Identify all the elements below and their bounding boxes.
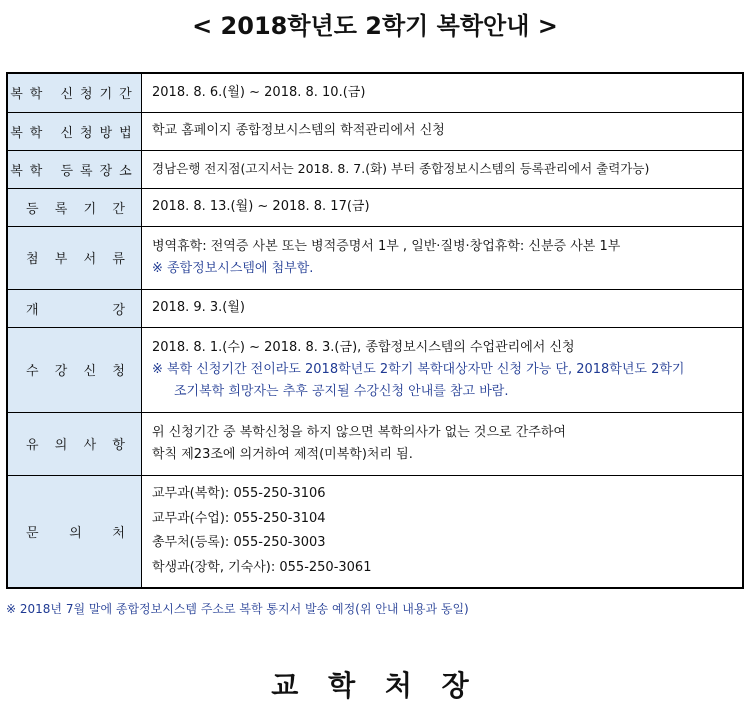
contact-item: 학생과(장학, 기숙사): 055-250-3061 (152, 559, 372, 575)
notice-table (6, 72, 744, 589)
label-registration-period: 등 록 기 간 (7, 188, 142, 226)
documents-note: ※ 종합정보시스템에 첨부함. (152, 260, 314, 276)
label-documents: 첨 부 서 류 (7, 226, 142, 289)
row-cautions (7, 412, 743, 475)
label-payment-place: 복학 등록장소 (7, 150, 142, 188)
label-apply-method: 복학 신청방법 (7, 112, 142, 150)
value-cautions (142, 412, 744, 475)
row-payment-place (7, 150, 743, 188)
course-registration-note-cont: 조기복학 희망자는 추후 공지될 수강신청 안내를 참고 바람. (174, 383, 509, 399)
value-documents (142, 226, 744, 289)
contact-item: 총무처(등록): 055-250-3003 (152, 535, 326, 551)
footnote: ※ 2018년 7월 말에 종합정보시스템 주소로 복학 통지서 발송 예정(위 안내 내용과 동일) (6, 602, 469, 616)
value-apply-method: 학교 홈페이지 종합정보시스템의 학적관리에서 신청 (142, 112, 744, 150)
row-course-registration (7, 327, 743, 412)
contact-item: 교무과(복학): 055-250-3106 (152, 486, 326, 502)
value-contacts (142, 475, 744, 588)
label-contacts: 문 의 처 (7, 475, 142, 588)
value-apply-period: 2018. 8. 6.(월) ~ 2018. 8. 10.(금) (142, 73, 744, 112)
row-apply-period (7, 73, 743, 112)
page-title: < 2018학년도 2학기 복학안내 > (192, 12, 558, 40)
value-course-registration (142, 327, 744, 412)
label-cautions: 유 의 사 항 (7, 412, 142, 475)
course-registration-note: ※ 복학 신청기간 전이라도 2018학년도 2학기 복학대상자만 신청 가능 단, 2018학년도 2학기 (152, 361, 685, 377)
row-apply-method (7, 112, 743, 150)
documents-line: 병역휴학: 전역증 사본 또는 병적증명서 1부 , 일반·질병·창업휴학: 신분증 사본 1부 (152, 238, 621, 254)
label-apply-period: 복학 신청기간 (7, 73, 142, 112)
cautions-line1: 위 신청기간 중 복학신청을 하지 않으면 복학의사가 없는 것으로 간주하여 (152, 424, 566, 440)
cautions-line2: 학칙 제23조에 의거하여 제적(미복학)처리 됨. (152, 446, 413, 462)
value-semester-start: 2018. 9. 3.(월) (142, 289, 744, 327)
contact-item: 교무과(수업): 055-250-3104 (152, 510, 326, 526)
label-semester-start: 개 강 (7, 289, 142, 327)
signature: 교 학 처 장 (271, 669, 479, 702)
row-semester-start (7, 289, 743, 327)
row-contacts (7, 475, 743, 588)
value-registration-period: 2018. 8. 13.(월) ~ 2018. 8. 17(금) (142, 188, 744, 226)
value-payment-place: 경남은행 전지점(고지서는 2018. 8. 7.(화) 부터 종합정보시스템의 등록관리에서 출력가능) (142, 150, 744, 188)
label-course-registration: 수 강 신 청 (7, 327, 142, 412)
row-registration-period (7, 188, 743, 226)
row-documents (7, 226, 743, 289)
course-registration-line: 2018. 8. 1.(수) ~ 2018. 8. 3.(금), 종합정보시스템의 수업관리에서 신청 (152, 339, 575, 355)
